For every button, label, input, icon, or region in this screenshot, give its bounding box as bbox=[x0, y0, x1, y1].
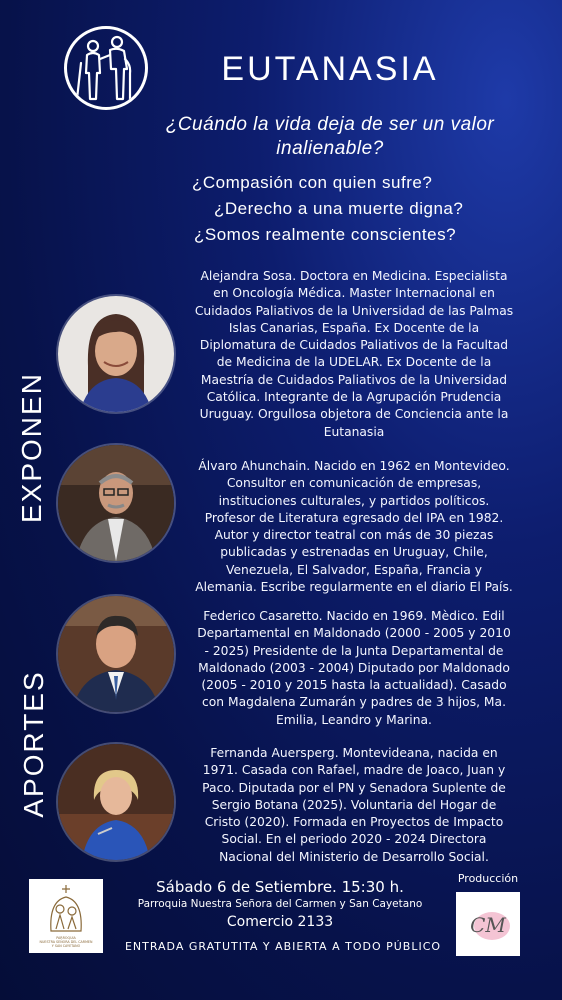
speaker-photo-4 bbox=[56, 742, 176, 862]
event-address: Comercio 2133 bbox=[226, 914, 334, 930]
question-1: ¿Compasión con quien sufre? bbox=[192, 173, 433, 192]
subtitle: ¿Cuándo la vida deja de ser un valor inalienable? bbox=[165, 114, 495, 159]
speaker-photo-1 bbox=[56, 294, 176, 414]
production-label: Producción bbox=[457, 872, 519, 885]
production-logo bbox=[456, 892, 520, 956]
speaker-photo-2 bbox=[56, 443, 176, 563]
speaker-bio-2: Álvaro Ahunchain. Nacido en 1962 en Montevideo. Consultor en comunicación de empresas, instituciones culturales, y partidos políticos. Profesor de Literatura egresado del IPA en 1982. Autor y director teatral con más de 30 piezas publicadas y estrenadas en Uruguay, Chile, Venezuela, El Salvador, España, Francia y Alemania. Escribe regularmente en el diario El País. bbox=[195, 459, 513, 595]
svg-text:CM: CM bbox=[470, 913, 506, 937]
question-3: ¿Somos realmente conscientes? bbox=[194, 225, 457, 244]
speaker-bio-4: Fernanda Auersperg. Montevideana, nacida en 1971. Casada con Rafael, madre de Joaco, Juan y Paco. Diputada por el PN y Senadora Suplente de Sergio Botana (2025). Voluntaria del Hogar de Cristo (2020). Formada en Proyectos de Impacto Social. En el periodo 2020 - 2024 Directora Nacional del Ministerio de Desarrollo Social. bbox=[202, 746, 506, 864]
speaker-photo-3 bbox=[56, 594, 176, 714]
event-date: Sábado 6 de Setiembre. 15:30 h. bbox=[156, 878, 404, 896]
entry-notice: ENTRADA GRATUTITA Y ABIERTA A TODO PÚBLICO bbox=[124, 940, 442, 953]
question-2: ¿Derecho a una muerte digna? bbox=[214, 199, 464, 218]
section-label-exponen: EXPONEN bbox=[16, 372, 47, 523]
svg-text:Y SAN CAYETANO: Y SAN CAYETANO bbox=[51, 944, 81, 948]
page-title: EUTANASIA bbox=[221, 50, 439, 88]
section-label-aportes: APORTES bbox=[18, 670, 49, 818]
parish-logo bbox=[29, 879, 103, 953]
svg-text:NUESTRA SEÑORA DEL CARMEN: NUESTRA SEÑORA DEL CARMEN bbox=[39, 940, 93, 944]
speaker-bio-1: Alejandra Sosa. Doctora en Medicina. Especialista en Oncología Médica. Master Internacional en Cuidados Paliativos de la Universidad de las Palmas Islas Canarias, España. Ex Docente de la Diplomatura de Cuidados Paliativos de la Facultad de Medicina de la UDELAR. Ex Docente de la Maestría de Cuidados Paliativos de la Universidad Católica. Integrante de la Agrupación Prudencia Uruguay. Orgullosa objetora de Conciencia ante la Eutanasia bbox=[194, 269, 514, 439]
parish-logo-text: PARROQUIA bbox=[56, 936, 76, 940]
event-venue: Parroquia Nuestra Señora del Carmen y San Cayetano bbox=[137, 898, 423, 910]
elderly-family-logo-icon bbox=[64, 26, 148, 110]
speaker-bio-3: Federico Casaretto. Nacido en 1969. Mèdico. Edil Departamental en Maldonado (2000 - 2005 y 2010 - 2025) Presidente de la Junta Departamental de Maldonado (2003 - 2004) Diputado por Maldonado (2005 - 2010 y 2015 hasta la actualidad). Casado con Magdalena Zumarán y padres de 3 hijos, Ma. Emilia, Leandro y Marina. bbox=[197, 609, 511, 727]
